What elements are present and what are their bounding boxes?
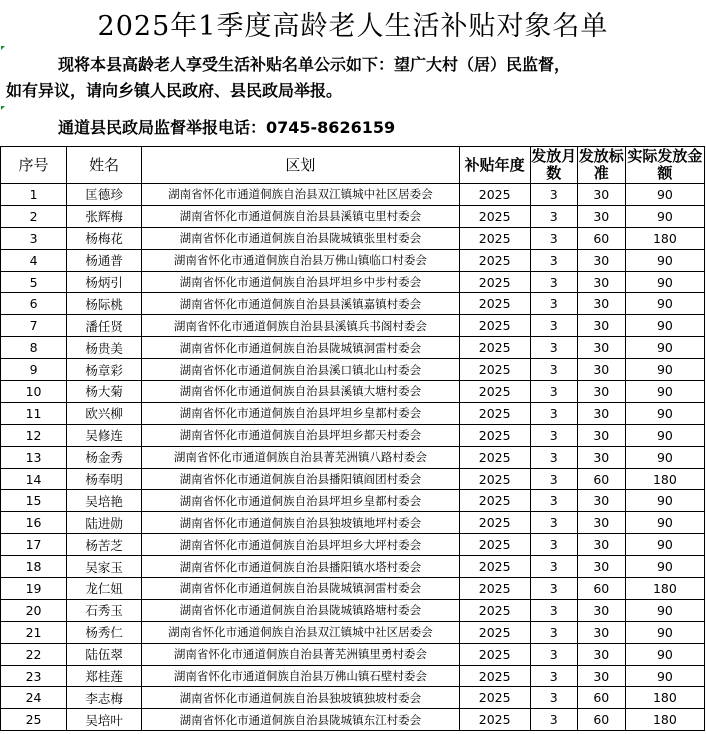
row-name: 杨通普 [67, 249, 142, 271]
row-standard: 30 [577, 249, 625, 271]
row-amount: 90 [625, 446, 704, 468]
row-area: 湖南省怀化市通道侗族自治县溪口镇北山村委会 [142, 359, 459, 381]
row-area: 湖南省怀化市通道侗族自治县县溪镇屯里村委会 [142, 205, 459, 227]
row-name: 陆进勋 [67, 512, 142, 534]
row-amount: 90 [625, 315, 704, 337]
table-row [1, 424, 705, 446]
row-months: 3 [530, 424, 577, 446]
row-standard: 30 [577, 512, 625, 534]
row-area: 湖南省怀化市通道侗族自治县独坡镇地坪村委会 [142, 512, 459, 534]
row-months: 3 [530, 293, 577, 315]
row-name: 匡德珍 [67, 184, 142, 206]
row-year: 2025 [459, 381, 530, 403]
table-row [1, 578, 705, 600]
row-no: 16 [1, 512, 67, 534]
row-no: 2 [1, 205, 67, 227]
row-standard: 60 [577, 468, 625, 490]
row-name: 石秀玉 [67, 599, 142, 621]
notice-line-1: 现将本县高龄老人享受生活补贴名单公示如下：望广大村（居）民监督， [58, 55, 571, 74]
row-year: 2025 [459, 490, 530, 512]
row-months: 3 [530, 621, 577, 643]
table-row [1, 687, 705, 709]
row-standard: 30 [577, 271, 625, 293]
row-no: 8 [1, 337, 67, 359]
row-months: 3 [530, 227, 577, 249]
row-amount: 180 [625, 578, 704, 600]
row-name: 杨贵美 [67, 337, 142, 359]
row-months: 3 [530, 271, 577, 293]
row-area: 湖南省怀化市通道侗族自治县坪坦乡都天村委会 [142, 424, 459, 446]
table-row [1, 205, 705, 227]
row-name: 杨际桃 [67, 293, 142, 315]
table-row [1, 184, 705, 206]
row-no: 12 [1, 424, 67, 446]
row-months: 3 [530, 315, 577, 337]
row-amount: 90 [625, 293, 704, 315]
row-year: 2025 [459, 534, 530, 556]
row-year: 2025 [459, 402, 530, 424]
row-no: 19 [1, 578, 67, 600]
row-months: 3 [530, 665, 577, 687]
table-row [1, 599, 705, 621]
row-months: 3 [530, 643, 577, 665]
row-name: 吴修连 [67, 424, 142, 446]
row-standard: 60 [577, 687, 625, 709]
row-standard: 30 [577, 359, 625, 381]
row-year: 2025 [459, 359, 530, 381]
row-standard: 30 [577, 534, 625, 556]
row-year: 2025 [459, 227, 530, 249]
row-area: 湖南省怀化市通道侗族自治县双江镇城中社区居委会 [142, 184, 459, 206]
public-notice [0, 52, 700, 104]
row-name: 郑桂莲 [67, 665, 142, 687]
row-name: 杨炳引 [67, 271, 142, 293]
row-name: 陆伍翠 [67, 643, 142, 665]
row-no: 22 [1, 643, 67, 665]
header-months: 发放月数 [531, 147, 577, 182]
row-area: 湖南省怀化市通道侗族自治县陇城镇洞雷村委会 [142, 337, 459, 359]
row-months: 3 [530, 359, 577, 381]
row-months: 3 [530, 709, 577, 731]
row-area: 湖南省怀化市通道侗族自治县县溪镇兵书阁村委会 [142, 315, 459, 337]
row-amount: 90 [625, 359, 704, 381]
row-amount: 90 [625, 205, 704, 227]
row-year: 2025 [459, 578, 530, 600]
row-standard: 30 [577, 337, 625, 359]
row-standard: 60 [577, 227, 625, 249]
row-area: 湖南省怀化市通道侗族自治县县溪镇嘉镇村委会 [142, 293, 459, 315]
row-no: 11 [1, 402, 67, 424]
row-area: 湖南省怀化市通道侗族自治县播阳镇水塔村委会 [142, 556, 459, 578]
row-year: 2025 [459, 687, 530, 709]
row-standard: 30 [577, 424, 625, 446]
table-row [1, 271, 705, 293]
table-row [1, 468, 705, 490]
row-amount: 90 [625, 512, 704, 534]
row-standard: 60 [577, 709, 625, 731]
row-months: 3 [530, 337, 577, 359]
row-area: 湖南省怀化市通道侗族自治县陇城镇洞雷村委会 [142, 578, 459, 600]
row-no: 13 [1, 446, 67, 468]
row-name: 张辉梅 [67, 205, 142, 227]
row-area: 湖南省怀化市通道侗族自治县坪坦乡皇都村委会 [142, 402, 459, 424]
cell-marker [1, 106, 5, 110]
row-no: 9 [1, 359, 67, 381]
table-row [1, 512, 705, 534]
row-area: 湖南省怀化市通道侗族自治县坪坦乡中步村委会 [142, 271, 459, 293]
table-row [1, 249, 705, 271]
row-year: 2025 [459, 709, 530, 731]
row-amount: 90 [625, 490, 704, 512]
row-year: 2025 [459, 556, 530, 578]
row-months: 3 [530, 468, 577, 490]
subsidy-table [0, 146, 705, 731]
table-row [1, 293, 705, 315]
row-name: 杨秀仁 [67, 621, 142, 643]
row-amount: 180 [625, 468, 704, 490]
row-amount: 90 [625, 599, 704, 621]
table-row [1, 381, 705, 403]
row-amount: 90 [625, 249, 704, 271]
row-year: 2025 [459, 665, 530, 687]
row-name: 吴培叶 [67, 709, 142, 731]
row-area: 湖南省怀化市通道侗族自治县独坡镇独坡村委会 [142, 687, 459, 709]
row-amount: 90 [625, 424, 704, 446]
row-year: 2025 [459, 293, 530, 315]
row-no: 7 [1, 315, 67, 337]
row-area: 湖南省怀化市通道侗族自治县陇城镇东江村委会 [142, 709, 459, 731]
row-area: 湖南省怀化市通道侗族自治县陇城镇路塘村委会 [142, 599, 459, 621]
row-no: 1 [1, 184, 67, 206]
row-area: 湖南省怀化市通道侗族自治县万佛山镇石壁村委会 [142, 665, 459, 687]
row-year: 2025 [459, 512, 530, 534]
table-row [1, 490, 705, 512]
row-months: 3 [530, 578, 577, 600]
row-year: 2025 [459, 424, 530, 446]
row-months: 3 [530, 402, 577, 424]
row-no: 18 [1, 556, 67, 578]
table-row [1, 665, 705, 687]
row-standard: 30 [577, 402, 625, 424]
row-standard: 30 [577, 556, 625, 578]
row-months: 3 [530, 184, 577, 206]
row-area: 湖南省怀化市通道侗族自治县县溪镇大塘村委会 [142, 381, 459, 403]
row-area: 湖南省怀化市通道侗族自治县双江镇城中社区居委会 [142, 621, 459, 643]
row-standard: 30 [577, 381, 625, 403]
row-name: 杨金秀 [67, 446, 142, 468]
header-year: 补贴年度 [459, 147, 530, 184]
row-area: 湖南省怀化市通道侗族自治县坪坦乡大坪村委会 [142, 534, 459, 556]
row-year: 2025 [459, 205, 530, 227]
table-row [1, 359, 705, 381]
row-months: 3 [530, 381, 577, 403]
header-area: 区划 [142, 147, 459, 184]
row-amount: 180 [625, 227, 704, 249]
table-row [1, 337, 705, 359]
row-standard: 30 [577, 184, 625, 206]
row-months: 3 [530, 490, 577, 512]
table-header-row [1, 147, 705, 184]
row-no: 14 [1, 468, 67, 490]
row-standard: 30 [577, 643, 625, 665]
row-amount: 90 [625, 534, 704, 556]
row-area: 湖南省怀化市通道侗族自治县万佛山镇临口村委会 [142, 249, 459, 271]
row-year: 2025 [459, 599, 530, 621]
notice-line-2: 如有异议，请向乡镇人民政府、县民政局举报。 [6, 81, 343, 100]
row-amount: 90 [625, 337, 704, 359]
row-amount: 90 [625, 184, 704, 206]
row-no: 20 [1, 599, 67, 621]
row-amount: 90 [625, 381, 704, 403]
row-amount: 90 [625, 621, 704, 643]
row-name: 杨奉明 [67, 468, 142, 490]
header-amount: 实际发放金额 [625, 147, 704, 184]
cell-marker [1, 46, 5, 50]
row-area: 湖南省怀化市通道侗族自治县播阳镇阎团村委会 [142, 468, 459, 490]
row-no: 4 [1, 249, 67, 271]
table-row [1, 643, 705, 665]
row-name: 龙仁妞 [67, 578, 142, 600]
row-area: 湖南省怀化市通道侗族自治县坪坦乡皇都村委会 [142, 490, 459, 512]
row-name: 潘任贤 [67, 315, 142, 337]
row-standard: 60 [577, 578, 625, 600]
row-no: 6 [1, 293, 67, 315]
table-row [1, 315, 705, 337]
row-year: 2025 [459, 643, 530, 665]
row-year: 2025 [459, 621, 530, 643]
table-row [1, 709, 705, 731]
table-body [1, 184, 705, 731]
table-row [1, 534, 705, 556]
row-no: 15 [1, 490, 67, 512]
row-year: 2025 [459, 249, 530, 271]
row-months: 3 [530, 687, 577, 709]
row-year: 2025 [459, 271, 530, 293]
row-year: 2025 [459, 468, 530, 490]
row-amount: 90 [625, 643, 704, 665]
row-name: 吴培艳 [67, 490, 142, 512]
row-area: 湖南省怀化市通道侗族自治县菁芜洲镇里勇村委会 [142, 643, 459, 665]
header-name: 姓名 [67, 147, 142, 184]
row-standard: 30 [577, 665, 625, 687]
row-standard: 30 [577, 446, 625, 468]
row-amount: 180 [625, 687, 704, 709]
row-no: 3 [1, 227, 67, 249]
row-name: 杨梅花 [67, 227, 142, 249]
table-row [1, 402, 705, 424]
row-name: 杨大菊 [67, 381, 142, 403]
row-no: 24 [1, 687, 67, 709]
table-row [1, 556, 705, 578]
row-amount: 90 [625, 402, 704, 424]
row-amount: 180 [625, 709, 704, 731]
row-year: 2025 [459, 184, 530, 206]
row-name: 李志梅 [67, 687, 142, 709]
row-no: 23 [1, 665, 67, 687]
row-name: 杨苦芝 [67, 534, 142, 556]
row-area: 湖南省怀化市通道侗族自治县菁芜洲镇八路村委会 [142, 446, 459, 468]
page-title: 2025年1季度高龄老人生活补贴对象名单 [97, 11, 609, 42]
row-name: 吴家玉 [67, 556, 142, 578]
header-standard: 发放标准 [578, 147, 624, 182]
row-no: 5 [1, 271, 67, 293]
row-no: 17 [1, 534, 67, 556]
row-months: 3 [530, 556, 577, 578]
row-months: 3 [530, 205, 577, 227]
row-name: 欧兴柳 [67, 402, 142, 424]
row-standard: 30 [577, 599, 625, 621]
row-standard: 30 [577, 621, 625, 643]
row-standard: 30 [577, 490, 625, 512]
row-year: 2025 [459, 337, 530, 359]
row-standard: 30 [577, 293, 625, 315]
row-amount: 90 [625, 271, 704, 293]
row-no: 10 [1, 381, 67, 403]
row-months: 3 [530, 599, 577, 621]
row-amount: 90 [625, 665, 704, 687]
row-months: 3 [530, 512, 577, 534]
table-row [1, 227, 705, 249]
row-months: 3 [530, 446, 577, 468]
row-year: 2025 [459, 446, 530, 468]
row-standard: 30 [577, 205, 625, 227]
row-name: 杨章彩 [67, 359, 142, 381]
row-months: 3 [530, 249, 577, 271]
table-row [1, 621, 705, 643]
row-no: 21 [1, 621, 67, 643]
row-months: 3 [530, 534, 577, 556]
row-year: 2025 [459, 315, 530, 337]
header-no: 序号 [1, 147, 67, 184]
table-row [1, 446, 705, 468]
row-area: 湖南省怀化市通道侗族自治县陇城镇张里村委会 [142, 227, 459, 249]
hotline-text: 通道县民政局监督举报电话：0745-8626159 [58, 118, 396, 137]
row-amount: 90 [625, 556, 704, 578]
row-no: 25 [1, 709, 67, 731]
row-standard: 30 [577, 315, 625, 337]
